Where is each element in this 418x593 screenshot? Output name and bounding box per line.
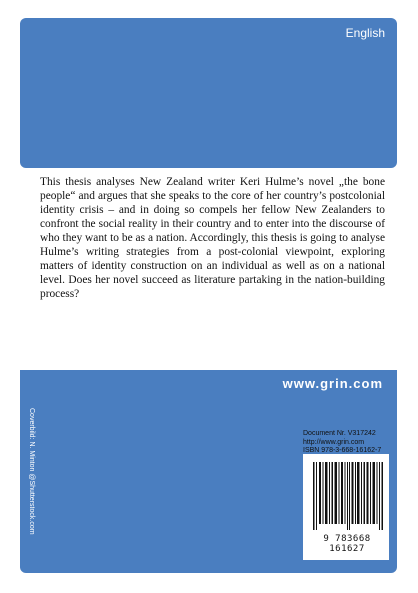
cover-credit — [22, 408, 46, 558]
barcode-box — [303, 454, 389, 560]
language-label: English — [345, 26, 385, 40]
url-band — [20, 370, 397, 400]
website-link[interactable]: www.grin.com — [282, 376, 383, 391]
document-isbn: ISBN 978-3-668-16162-7 — [303, 447, 382, 454]
document-info — [303, 430, 381, 456]
abstract-text: This thesis analyses New Zealand writer Keri Hulme’s novel „the bone people“ and argues that she speaks to the core of her country’s postcolonial identity crisis – and in doing so compels her fellow New Zealanders to confront the social reality in their country and to enter into the discourse of who they want to be as a nation. Accordingly, this thesis is going to analyse Hulme’s writing strategies from a post-colonial viewpoint, exploring matters of identity construction on an individual as well as on a national level. Does her novel succeed as literature partaking in the nation-building process? — [40, 176, 385, 300]
barcode-number: 9 783668 161627 — [323, 534, 371, 554]
cover-credit-text: Coverbild: N. Minton @Shutterstock.com — [28, 408, 35, 535]
barcode-icon — [313, 462, 383, 530]
top-blue-panel — [20, 18, 397, 168]
document-number: Document Nr. V317242 — [303, 430, 376, 437]
bottom-blue-panel — [20, 400, 397, 573]
document-url[interactable]: http://www.grin.com — [303, 438, 365, 446]
